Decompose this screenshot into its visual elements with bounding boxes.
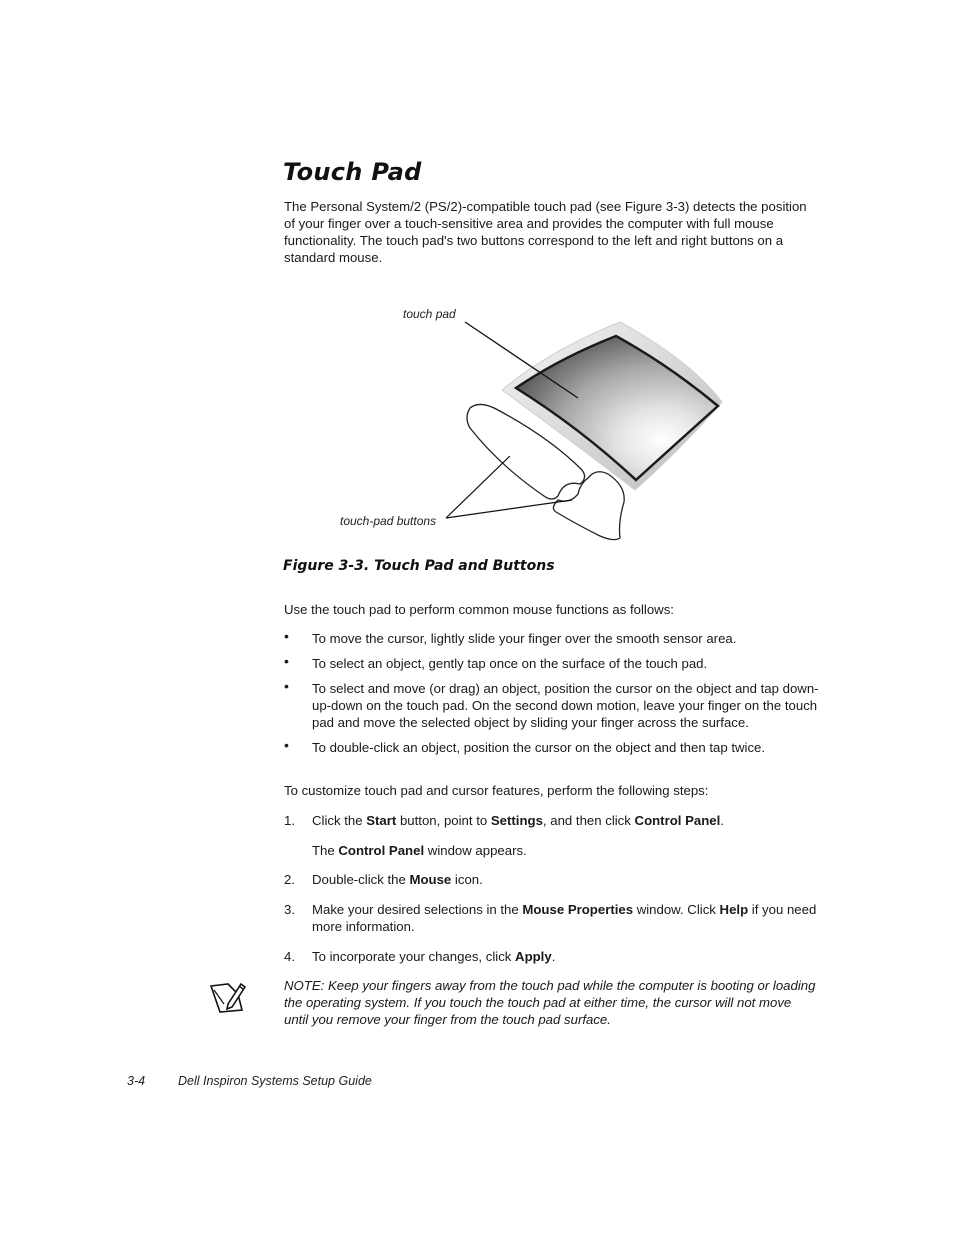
bullet-dot-icon: • [284,737,289,753]
step-3: 3. Make your desired selections in the Mouse Properties window. Click Help if you need more information. [284,902,817,934]
usage-bullet-list [284,630,819,764]
list-item: • To move the cursor, lightly slide your finger over the smooth sensor area. [284,628,737,646]
buttons-callout-line-left [446,456,510,518]
step-2: 2. Double-click the Mouse icon. [284,872,483,887]
list-item: • To select and move (or drag) an object, position the cursor on the object and tap down-up-down on the touch pad. On the second down motion, leave your finger on the touch pad and move the selected object by sliding your finger across the surface. [284,678,819,730]
customize-intro: To customize touch pad and cursor features, perform the following steps: [284,783,709,798]
bullet-dot-icon: • [284,628,289,644]
section-title: Touch Pad [283,158,422,186]
step-1: 1. Click the Start button, point to Settings, and then click Control Panel. [284,813,724,828]
list-item: • To double-click an object, position the cursor on the object and then tap twice. [284,737,766,755]
touch-pad-figure [330,290,780,545]
figure-caption: Figure 3-3. Touch Pad and Buttons [283,558,555,574]
note-text: NOTE: Keep your fingers away from the touch pad while the computer is booting or loading the operating system. If you touch the touch pad at either time, the cursor will not move until you remove your finger from the touch pad surface. [284,978,816,1027]
step-4: 4. To incorporate your changes, click Apply. [284,949,556,964]
intro-paragraph: The Personal System/2 (PS/2)-compatible touch pad (see Figure 3-3) detects the position of your finger over a touch-sensitive area and provides the computer with full mouse functionality. The touch pad's two buttons correspond to the left and right buttons on a standard mouse. [284,199,807,265]
step-1-result: The Control Panel window appears. [312,843,527,858]
touch-pad-label: touch pad [403,307,456,321]
bullet-dot-icon: • [284,678,289,694]
touch-pad-buttons-label: touch-pad buttons [340,514,437,528]
usage-intro: Use the touch pad to perform common mouse functions as follows: [284,602,674,617]
page-number: 3-4 [127,1074,146,1088]
note-pencil-icon [208,980,248,1016]
bullet-dot-icon: • [284,653,289,669]
footer-title: Dell Inspiron Systems Setup Guide [178,1074,372,1088]
list-item: • To select an object, gently tap once on the surface of the touch pad. [284,653,708,671]
